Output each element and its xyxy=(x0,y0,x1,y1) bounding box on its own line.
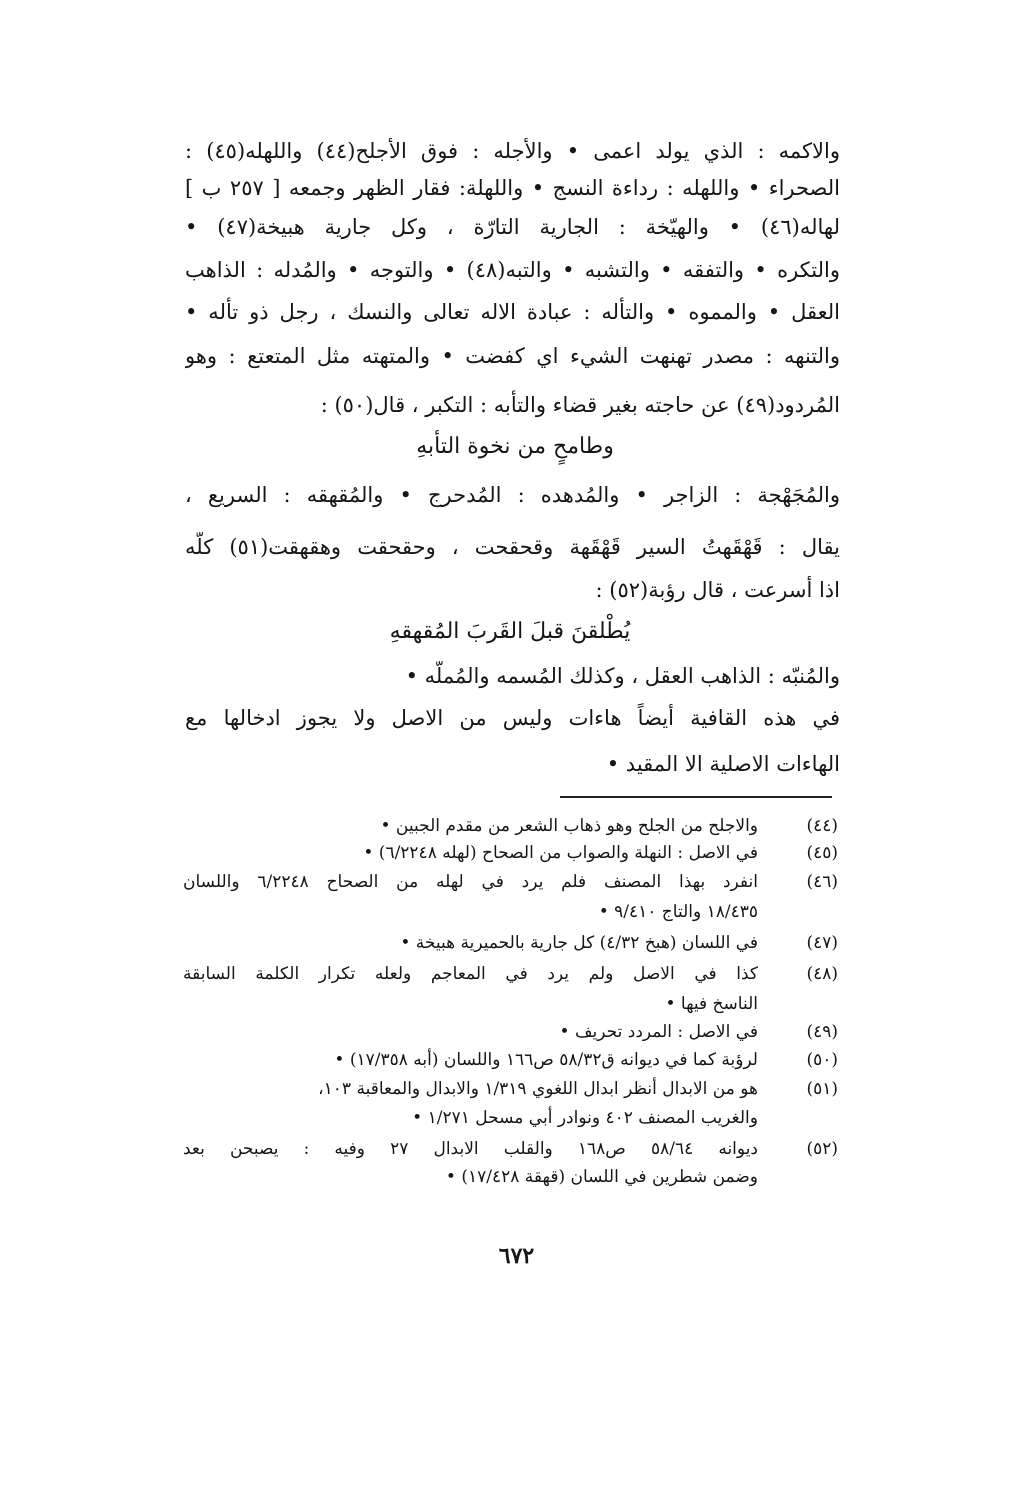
footnote-continuation: وضمن شطرين في اللسان (قهقة ١٧/٤٢٨) • xyxy=(445,1167,758,1187)
body-line-6: والتنهه : مصدر تهنهت الشيء اي كفضت • والمتهته مثل المتعتع : وهو xyxy=(185,344,840,368)
footnote-45 xyxy=(183,841,838,865)
footnote-text: في اللسان (هبخ ٤/٣٢) كل جارية بالحميرية هبيخة • xyxy=(400,933,758,953)
footnote-text: لرؤبة كما في ديوانه ق٥٨/٣٢ ص١٦٦ واللسان (أبه ١٧/٣٥٨) • xyxy=(334,1050,758,1070)
footnote-number: (٤٩) xyxy=(806,1022,838,1042)
footnote-number: (٤٥) xyxy=(806,843,838,863)
footnote-number: (٤٤) xyxy=(806,816,838,836)
footnote-49 xyxy=(183,1020,838,1044)
body-line-11: والمُنبّه : الذاهب العقل ، وكذلك المُسمه والمُملّه • xyxy=(405,664,840,688)
body-line-7: المُردود(٤٩) عن حاجته بغير قضاء والتأبه : التكبر ، قال(٥٠) : xyxy=(320,393,840,417)
body-line-5: العقل • والمموه • والتأله : عبادة الاله تعالى والنسك ، رجل ذو تأله • xyxy=(185,300,840,324)
body-line-3: لهاله(٤٦) • والهيّخة : الجارية التارّة ، وكل جارية هبيخة(٤٧) • xyxy=(185,215,840,239)
footnote-51 xyxy=(183,1077,838,1130)
footnote-number: (٤٧) xyxy=(806,933,838,953)
body-line-4: والتكره • والتفقه • والتشبه • والتبه(٤٨) • والتوجه • والمُدله : الذاهب xyxy=(185,258,840,282)
footnote-number: (٤٨) xyxy=(806,964,838,984)
footnote-text: في الاصل : النهلة والصواب من الصحاح (لهله ٦/٢٢٤٨) • xyxy=(363,843,758,863)
footnote-text: والاجلح من الجلح وهو ذهاب الشعر من مقدم الجبين • xyxy=(380,816,758,836)
footnote-52 xyxy=(183,1137,838,1189)
footnote-number: (٥٠) xyxy=(806,1050,838,1070)
verse-1: وطامحٍ من نخوة التأبهِ xyxy=(416,434,614,459)
footnote-continuation: ١٨/٤٣٥ والتاج ٩/٤١٠ • xyxy=(598,902,758,922)
footnote-text: ديوانه ٥٨/٦٤ ص١٦٨ والقلب الابدال ٢٧ وفيه : يصبحن بعد xyxy=(183,1139,758,1159)
footnote-continuation: الناسخ فيها • xyxy=(665,994,758,1014)
page-number: ٦٧٢ xyxy=(498,1243,535,1269)
footnote-text: كذا في الاصل ولم يرد في المعاجم ولعله تكرار الكلمة السابقة xyxy=(183,964,758,984)
body-line-2: الصحراء • واللهله : رداءة النسج • واللهلة: فقار الظهر وجمعه [ ٢٥٧ ب ] xyxy=(185,176,840,200)
body-line-12: في هذه القافية أيضاً هاءات وليس من الاصل ولا يجوز ادخالها مع xyxy=(185,706,840,730)
footnote-continuation: والغريب المصنف ٤٠٢ ونوادر أبي مسحل ١/٢٧١ • xyxy=(412,1108,758,1128)
body-line-9: يقال : قَهْقَهتُ السير قَهْقَهة وقحقحت ، وحقحقت وهقهقت(٥١) كلّه xyxy=(185,535,840,559)
footnote-separator xyxy=(560,796,832,798)
footnote-number: (٤٦) xyxy=(806,872,838,892)
body-line-8: والمُجَهْجة : الزاجر • والمُدهده : المُدحرج • والمُقهقه : السريع ، xyxy=(185,483,840,507)
footnote-text: في الاصل : المردد تحريف • xyxy=(559,1022,758,1042)
body-line-13: الهاءات الاصلية الا المقيد • xyxy=(606,752,840,776)
footnote-number: (٥٢) xyxy=(806,1139,838,1159)
footnote-text: انفرد بهذا المصنف فلم يرد في لهله من الصحاح ٦/٢٢٤٨ واللسان xyxy=(183,872,758,892)
footnote-47 xyxy=(183,931,838,955)
footnote-50 xyxy=(183,1048,838,1072)
footnote-48 xyxy=(183,962,838,1016)
footnote-number: (٥١) xyxy=(806,1079,838,1099)
footnote-46 xyxy=(183,870,838,924)
verse-2: يُطْلقنَ قبلَ القَربَ المُقهقهِ xyxy=(389,619,631,644)
footnote-text: هو من الابدال أنظر ابدال اللغوي ١/٣١٩ والابدال والمعاقبة ١٠٣، xyxy=(318,1079,758,1099)
body-line-1: والاكمه : الذي يولد اعمى • والأجله : فوق الأجلح(٤٤) واللهله(٤٥) : xyxy=(185,139,840,163)
body-line-10: اذا أسرعت ، قال رؤبة(٥٢) : xyxy=(595,578,840,602)
footnote-44 xyxy=(183,814,838,838)
